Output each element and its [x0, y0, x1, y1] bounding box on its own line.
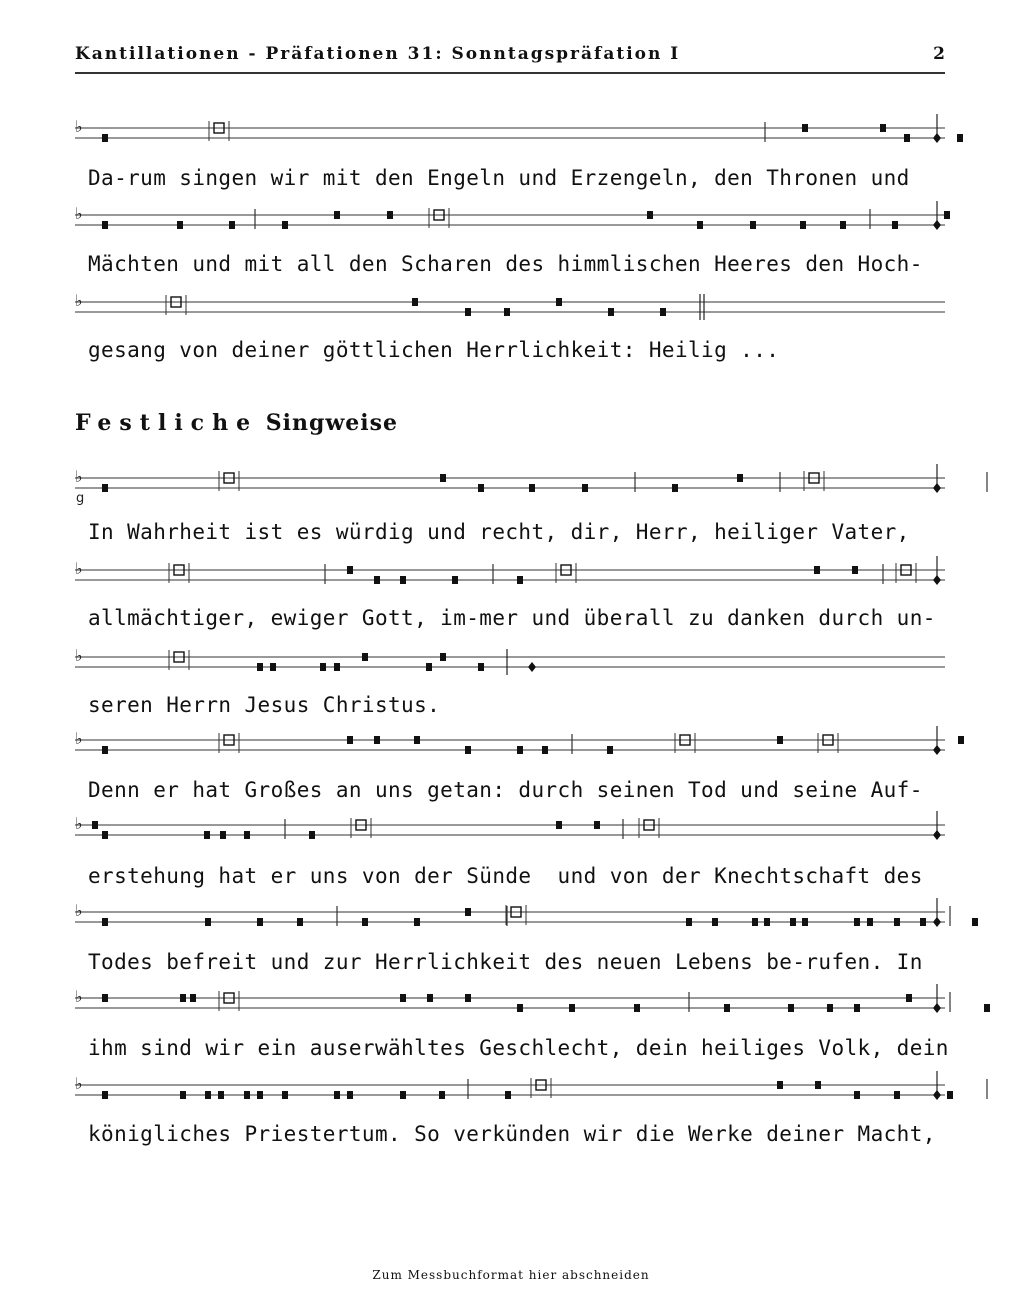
- note-neume: [947, 1091, 953, 1099]
- note-neume: [427, 994, 433, 1002]
- note-neume: [802, 918, 808, 926]
- note-neume: [607, 746, 613, 754]
- note-neume: [529, 484, 535, 492]
- lyric-line: Todes befreit und zur Herrlichkeit des neuen Lebens be-rufen. In: [88, 950, 923, 974]
- note-neume: [426, 663, 432, 671]
- note-neume: [906, 994, 912, 1002]
- chant-staff: [75, 292, 947, 314]
- note-neume: [660, 308, 666, 316]
- staff-svg: [75, 730, 947, 760]
- chant-staff: [75, 647, 947, 669]
- note-neume: [788, 1004, 794, 1012]
- note-neume: [815, 1081, 821, 1089]
- note-neume: [972, 918, 978, 926]
- note-neume: [802, 124, 808, 132]
- chant-staff: [75, 560, 947, 582]
- note-neume: [347, 1091, 353, 1099]
- note-neume: [400, 1091, 406, 1099]
- staff-svg: [75, 467, 947, 506]
- note-neume: [414, 918, 420, 926]
- note-neume: [854, 1004, 860, 1012]
- note-neume: [958, 736, 964, 744]
- note-neume: [737, 474, 743, 482]
- note-neume: [177, 221, 183, 229]
- end-note: [933, 917, 941, 927]
- staff-svg: [75, 647, 947, 677]
- section-heading-rest: Singweise: [265, 410, 399, 436]
- note-neume: [387, 211, 393, 219]
- note-neume: [244, 1091, 250, 1099]
- note-neume: [944, 211, 950, 219]
- note-neume: [412, 298, 418, 306]
- note-neume: [452, 576, 458, 584]
- note-neume: [478, 484, 484, 492]
- note-neume: [362, 918, 368, 926]
- note-neume: [440, 474, 446, 482]
- end-note: [933, 575, 941, 585]
- note-neume: [205, 1091, 211, 1099]
- flat-clef-icon: ♭: [75, 1074, 83, 1093]
- lyric-line: allmächtiger, ewiger Gott, im-mer und überall zu danken durch un-: [88, 606, 936, 630]
- end-note: [933, 1003, 941, 1013]
- note-neume: [880, 124, 886, 132]
- note-neume: [400, 994, 406, 1002]
- note-neume: [800, 221, 806, 229]
- note-neume: [827, 1004, 833, 1012]
- note-neume: [777, 736, 783, 744]
- flat-clef-icon: ♭: [75, 646, 83, 665]
- note-neume: [854, 918, 860, 926]
- note-neume: [465, 994, 471, 1002]
- flat-clef-icon: ♭: [75, 467, 83, 486]
- note-neume: [894, 1091, 900, 1099]
- end-note: [933, 1090, 941, 1100]
- note-neume: [840, 221, 846, 229]
- chant-staff: [75, 467, 947, 506]
- note-neume: [334, 1091, 340, 1099]
- staff-svg: [75, 815, 947, 845]
- lyric-line: gesang von deiner göttlichen Herrlichkeit: Heilig ...: [88, 338, 780, 362]
- note-neume: [102, 484, 108, 492]
- header-title: Kantillationen - Präfationen 31: Sonntagspräfation I: [75, 44, 681, 64]
- lyric-line: königliches Priestertum. So verkünden wir die Werke deiner Macht,: [88, 1122, 936, 1146]
- note-neume: [282, 221, 288, 229]
- note-neume: [244, 831, 250, 839]
- note-neume: [478, 663, 484, 671]
- note-neume: [505, 1091, 511, 1099]
- note-neume: [852, 566, 858, 574]
- note-neume: [414, 736, 420, 744]
- note-neume: [102, 134, 108, 142]
- note-neume: [190, 994, 196, 1002]
- note-neume: [205, 918, 211, 926]
- note-neume: [582, 484, 588, 492]
- staff-svg: [75, 988, 947, 1018]
- lyric-line: Da-rum singen wir mit den Engeln und Erzengeln, den Thronen und: [88, 166, 910, 190]
- end-note: [933, 830, 941, 840]
- note-neume: [750, 221, 756, 229]
- chant-staff: [75, 118, 947, 140]
- note-neume: [517, 746, 523, 754]
- end-note: [933, 483, 941, 493]
- note-neume: [465, 908, 471, 916]
- note-neume: [270, 663, 276, 671]
- chant-staff: [75, 815, 947, 837]
- note-neume: [102, 994, 108, 1002]
- note-neume: [957, 134, 963, 142]
- note-neume: [790, 918, 796, 926]
- note-neume: [309, 831, 315, 839]
- note-neume: [764, 918, 770, 926]
- note-neume: [102, 746, 108, 754]
- note-neume: [334, 211, 340, 219]
- note-neume: [594, 821, 600, 829]
- note-neume: [608, 308, 614, 316]
- note-neume: [102, 831, 108, 839]
- note-neume: [697, 221, 703, 229]
- note-neume: [218, 1091, 224, 1099]
- note-neume: [400, 576, 406, 584]
- note-neume: [542, 746, 548, 754]
- footer-note: Zum Messbuchformat hier abschneiden: [372, 1268, 650, 1282]
- note-neume: [465, 308, 471, 316]
- note-neume: [556, 298, 562, 306]
- note-neume: [297, 918, 303, 926]
- chant-staff: [75, 902, 947, 924]
- note-neume: [347, 566, 353, 574]
- note-neume: [440, 653, 446, 661]
- end-note: [528, 662, 536, 672]
- end-note: [933, 220, 941, 230]
- note-neume: [647, 211, 653, 219]
- note-neume: [686, 918, 692, 926]
- note-neume: [257, 663, 263, 671]
- note-neume: [867, 918, 873, 926]
- key-letter: g: [76, 491, 85, 506]
- lyric-line: Denn er hat Großes an uns getan: durch seinen Tod und seine Auf-: [88, 778, 923, 802]
- note-neume: [634, 1004, 640, 1012]
- note-neume: [320, 663, 326, 671]
- staff-svg: [75, 205, 947, 235]
- note-neume: [362, 653, 368, 661]
- note-neume: [204, 831, 210, 839]
- end-note: [933, 133, 941, 143]
- note-neume: [517, 1004, 523, 1012]
- note-neume: [777, 1081, 783, 1089]
- staff-svg: [75, 292, 947, 322]
- note-neume: [556, 821, 562, 829]
- note-neume: [517, 576, 523, 584]
- note-neume: [257, 918, 263, 926]
- flat-clef-icon: ♭: [75, 901, 83, 920]
- staff-svg: [75, 118, 947, 148]
- page-header: [75, 44, 945, 74]
- chant-staff: [75, 730, 947, 752]
- note-neume: [102, 918, 108, 926]
- note-neume: [894, 918, 900, 926]
- note-neume: [334, 663, 340, 671]
- page-number: 2: [933, 44, 945, 64]
- note-neume: [102, 1091, 108, 1099]
- flat-clef-icon: ♭: [75, 117, 83, 136]
- lyric-line: erstehung hat er uns von der Sünde und von der Knechtschaft des: [88, 864, 923, 888]
- lyric-line: In Wahrheit ist es würdig und recht, dir, Herr, heiliger Vater,: [88, 520, 910, 544]
- flat-clef-icon: ♭: [75, 729, 83, 748]
- note-neume: [347, 736, 353, 744]
- staff-svg: [75, 1075, 947, 1105]
- flat-clef-icon: ♭: [75, 814, 83, 833]
- note-neume: [569, 1004, 575, 1012]
- note-neume: [504, 308, 510, 316]
- note-neume: [180, 994, 186, 1002]
- lyric-line: Mächten und mit all den Scharen des himmlischen Heeres den Hoch-: [88, 252, 923, 276]
- note-neume: [892, 221, 898, 229]
- staff-svg: [75, 902, 947, 932]
- end-note: [933, 745, 941, 755]
- flat-clef-icon: ♭: [75, 291, 83, 310]
- flat-clef-icon: ♭: [75, 987, 83, 1006]
- note-neume: [854, 1091, 860, 1099]
- note-neume: [984, 1004, 990, 1012]
- note-neume: [814, 566, 820, 574]
- note-neume: [102, 221, 108, 229]
- note-neume: [672, 484, 678, 492]
- note-neume: [904, 134, 910, 142]
- note-neume: [282, 1091, 288, 1099]
- flat-clef-icon: ♭: [75, 559, 83, 578]
- note-neume: [465, 746, 471, 754]
- lyric-line: seren Herrn Jesus Christus.: [88, 693, 441, 717]
- lyric-line: ihm sind wir ein auserwähltes Geschlecht, dein heiliges Volk, dein: [88, 1036, 949, 1060]
- staff-svg: [75, 560, 947, 590]
- note-neume: [180, 1091, 186, 1099]
- flat-clef-icon: ♭: [75, 204, 83, 223]
- note-neume: [220, 831, 226, 839]
- note-neume: [374, 576, 380, 584]
- chant-staff: [75, 988, 947, 1010]
- note-neume: [229, 221, 235, 229]
- note-neume: [257, 1091, 263, 1099]
- note-neume: [374, 736, 380, 744]
- note-neume: [752, 918, 758, 926]
- section-heading-spaced: Festliche: [75, 410, 259, 436]
- note-neume: [920, 918, 926, 926]
- note-neume: [439, 1091, 445, 1099]
- note-neume: [92, 821, 98, 829]
- chant-staff: [75, 205, 947, 227]
- chant-staff: [75, 1075, 947, 1097]
- note-neume: [712, 918, 718, 926]
- note-neume: [724, 1004, 730, 1012]
- section-heading: [75, 410, 398, 436]
